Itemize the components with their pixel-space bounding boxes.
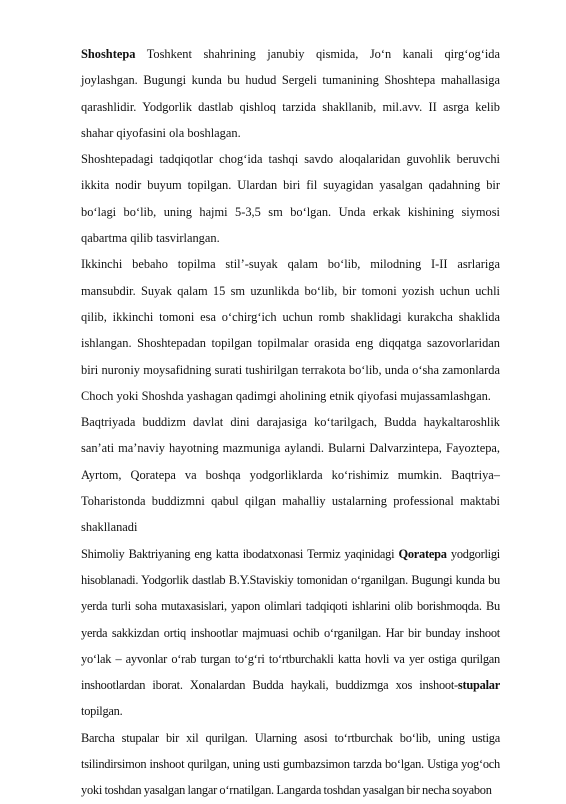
text-run: Baqtriyada buddizm davlat dini darajasiga ko‘tarilgach, Budda haykaltaroshlik san’ati ma’naviy hayotning mazmuniga aylandi. Bularni Dalvarzintepa, Fayoztepa, Ayrtom, Qoratepa va boshqa yodgorliklarda ko‘rishimiz mumkin. Baqtriya–Toharistonda buddizmni qabul qilgan mahalliy ustalarning professional maktabi shakllanadi (81, 415, 500, 535)
bold-term: stupalar (457, 678, 500, 693)
text-run: Ikkinchi bebaho topilma stil’-suyak qalam bo‘lib, milodning I-II asrlariga mansubdir. Suyak qalam 15 sm uzunlikda bo‘lib, bir tomoni yozish uchun uchli qilib, ikkinchi tomoni esa o‘chirg‘ich uchun romb shaklidagi kurakcha shaklida ishlangan. Shoshtepadan topilgan topilmalar orasida eng diqqatga sazovorlaridan biri nuroniy moysafidning surati tushirilgan terrakota bo‘lib, unda o‘sha zamonlarda Choch yoki Shoshda yashagan qadimgi aholining etnik qiyofasi mujassamlashgan. (81, 257, 500, 403)
bold-term: Shoshtepa (81, 47, 136, 61)
paragraph-bone-pen (81, 251, 500, 409)
paragraph-shoshtepa-findings (81, 146, 500, 251)
paragraph-shoshtepa-intro (81, 41, 500, 146)
paragraph-stupas (81, 725, 500, 804)
document-page (81, 41, 500, 804)
bold-term: Qoratepa (398, 546, 447, 561)
text-run: topilgan. (81, 704, 123, 719)
text-run: Shimoliy Baktriyaning eng katta ibodatxonasi Termiz yaqinidagi (81, 546, 399, 561)
text-run: yodgorligi hisoblanadi. Yodgorlik dastlab B.Y.Staviskiy tomonidan o‘rganilgan. Bugungi kunda bu yerda turli soha mutaxasislari, yapon olimlari tadqiqoti ishlarini olib borishmoqda. Bu yerda sakkizdan ortiq inshootlar majmuasi ochib o‘rganilgan. Har bir bunday inshoot yo‘lak – ayvonlar o‘rab turgan to‘g‘ri to‘rtburchakli katta hovli va yer ostiga qurilgan inshootlardan iborat. Xonalardan Budda haykali, buddizmga xos inshoot- (81, 546, 500, 693)
paragraph-qoratepa (81, 541, 500, 725)
text-run: Barcha stupalar bir xil qurilgan. Ularning asosi to‘rtburchak bo‘lib, uning ustiga tsilindirsimon inshoot qurilgan, uning usti gumbazsimon tarzda bo‘lgan. Ustiga yog‘och yoki toshdan yasalgan langar o‘rnatilgan. Langarda toshdan yasalgan bir necha soyabon (81, 730, 500, 798)
paragraph-baqtriya-buddhism (81, 409, 500, 540)
text-run: Shoshtepadagi tadqiqotlar chog‘ida tashqi savdo aloqalaridan guvohlik beruvchi ikkita nodir buyum topilgan. Ulardan biri fil suyagidan yasalgan qadahning bir bo‘lagi bo‘lib, uning hajmi 5-3,5 sm bo‘lgan. Unda erkak kishining siymosi qabartma qilib tasvirlangan. (81, 152, 500, 246)
text-run: Toshkent shahrining janubiy qismida, Jo‘n kanali qirg‘og‘ida joylashgan. Bugungi kunda bu hudud Sergeli tumanining Shoshtepa mahallasiga qarashlidir. Yodgorlik dastlab qishloq tarzida shakllanib, mil.avv. II asrga kelib shahar qiyofasini ola boshlagan. (81, 47, 500, 140)
